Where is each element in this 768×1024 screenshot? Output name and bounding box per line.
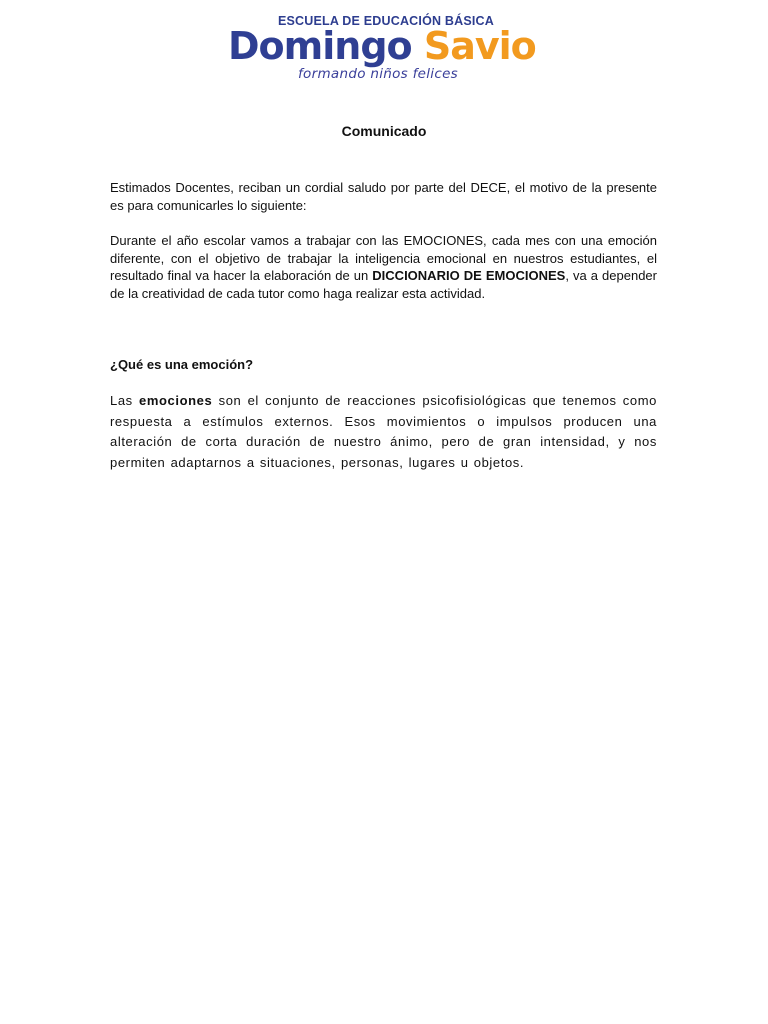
logo-name-part2: Savio xyxy=(423,24,536,68)
section-question-heading: ¿Qué es una emoción? xyxy=(110,357,254,372)
paragraph-objective xyxy=(110,232,657,302)
school-logo xyxy=(228,10,536,88)
paragraph-definition-bold: emociones xyxy=(139,393,213,408)
paragraph-greeting: Estimados Docentes, reciban un cordial saludo por parte del DECE, el motivo de la presente es para comunicarles lo siguiente: xyxy=(110,180,657,213)
logo-school-type: ESCUELA DE EDUCACIÓN BÁSICA xyxy=(277,14,495,28)
paragraph-definition-text-2: son el conjunto de reacciones psicofisiológicas que tenemos como respuesta a estímulos externos. Esos movimientos o impulsos producen una alteración de corta duración de nuestro ánimo, pero de gran intensidad, y nos permiten adaptarnos a situaciones, personas, lugares u objetos. xyxy=(110,393,657,470)
paragraph-definition xyxy=(110,391,657,473)
paragraph-objective-text-2: , va a depender de la creatividad de cada tutor como haga realizar esta actividad. xyxy=(110,268,657,301)
paragraph-definition-text-1: Las xyxy=(110,393,140,408)
logo-school-name xyxy=(228,24,536,68)
logo-name-part1: Domingo xyxy=(228,24,412,68)
document-title: Comunicado xyxy=(341,123,427,139)
logo-slogan: formando niños felices xyxy=(297,66,459,82)
paragraph-objective-bold: DICCIONARIO DE EMOCIONES xyxy=(372,268,566,284)
paragraph-objective-text-1: Durante el año escolar vamos a trabajar con las EMOCIONES, cada mes con una emoción diferente, con el objetivo de trabajar la inteligencia emocional en nuestros estudiantes, el resultado final va hacer la elaboración de un xyxy=(110,233,657,284)
